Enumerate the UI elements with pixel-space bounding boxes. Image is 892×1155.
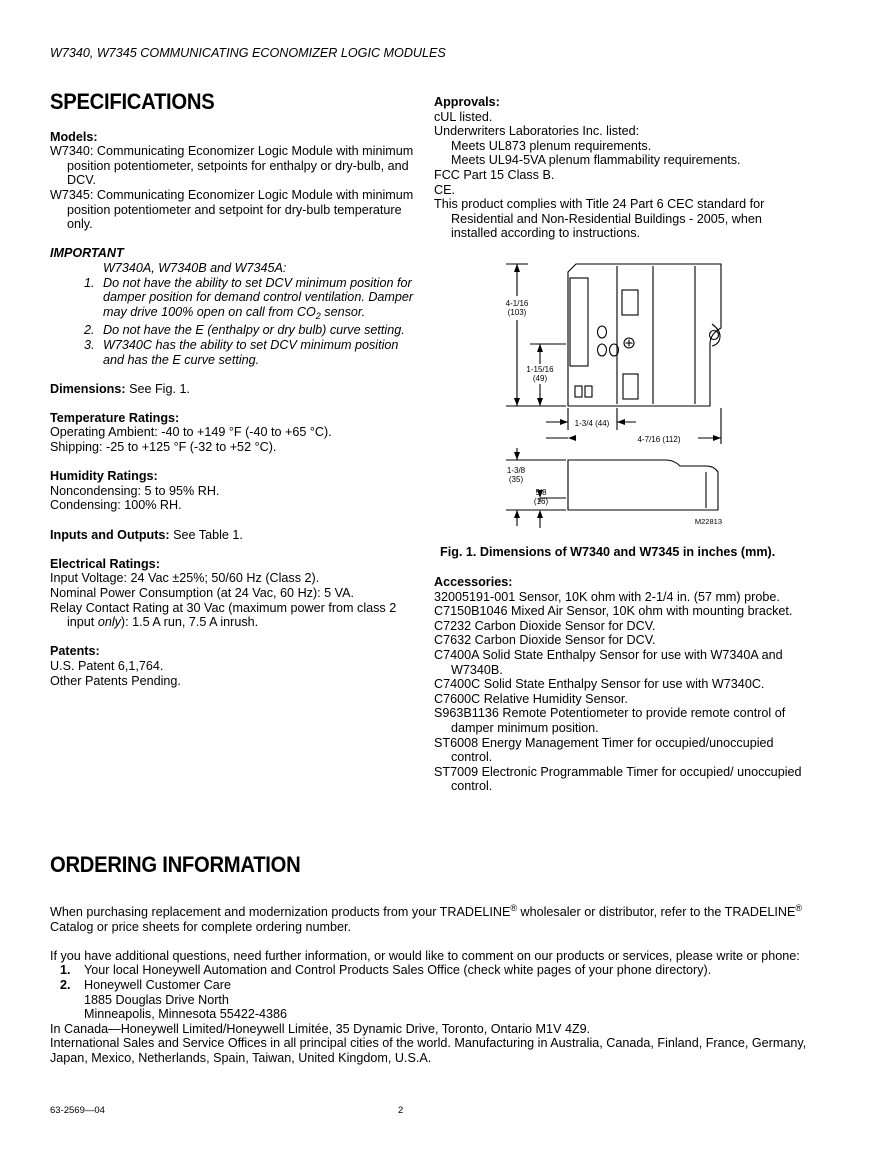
relay-text: ): 1.5 A run, 7.5 A inrush. bbox=[120, 615, 259, 630]
accessories-label: Accessories: bbox=[434, 575, 513, 589]
humidity-noncondensing: Noncondensing: 5 to 95% RH. bbox=[50, 483, 220, 498]
dim-lip: 5/8 bbox=[535, 488, 547, 497]
dimension-figure bbox=[496, 258, 736, 533]
label-window bbox=[622, 290, 638, 315]
item-number: 3. bbox=[84, 337, 95, 352]
dim-lip-mm: (16) bbox=[533, 497, 549, 506]
dim-overall-width: 4-7/16 (112) bbox=[637, 435, 681, 444]
io-text: See Table 1. bbox=[169, 527, 243, 542]
led-indicator bbox=[575, 386, 582, 397]
approval-line: Underwriters Laboratories Inc. listed: bbox=[434, 124, 640, 139]
approval-line: FCC Part 15 Class B. bbox=[434, 167, 555, 182]
registered-mark: ® bbox=[795, 903, 803, 913]
accessory-item: S963B1136 Remote Potentiometer to provide remote control of damper minimum position. bbox=[434, 706, 786, 735]
io-line bbox=[50, 528, 415, 543]
accessories-section bbox=[434, 575, 806, 794]
approval-ul-item: Meets UL94-5VA plenum flammability requirements. bbox=[451, 153, 741, 168]
item-text-part: sensor. bbox=[320, 304, 366, 319]
temperature-section bbox=[50, 411, 415, 455]
approval-title24: This product complies with Title 24 Part 6 CEC standard for Residential and Non-Residential Buildings - 2005, when installed according to instructions. bbox=[434, 197, 765, 241]
item-text: Do not have the E (enthalpy or dry bulb) curve setting. bbox=[103, 323, 405, 338]
dim-left-width: 1-3/4 (44) bbox=[574, 419, 610, 428]
dim-depth-mm: (35) bbox=[508, 475, 524, 484]
ordering-section bbox=[50, 901, 810, 1066]
ordering-text: Catalog or price sheets for complete ordering number. bbox=[50, 919, 352, 934]
contact-line: Minneapolis, Minnesota 55422-4386 bbox=[84, 1007, 288, 1022]
item-number: 2. bbox=[84, 323, 95, 338]
approvals-section bbox=[434, 95, 806, 241]
electrical-section bbox=[50, 557, 415, 630]
footer-page-number: 2 bbox=[398, 1105, 404, 1116]
patent-line: U.S. Patent 6,1,764. bbox=[50, 658, 164, 673]
contact-line: 1885 Douglas Drive North bbox=[84, 992, 229, 1007]
figure-caption: Fig. 1. Dimensions of W7340 and W7345 in inches (mm). bbox=[440, 545, 776, 559]
dim-mid-height-mm: (49) bbox=[532, 374, 548, 383]
temperature-shipping: Shipping: -25 to +125 °F (-32 to +52 °C). bbox=[50, 440, 277, 455]
running-header: W7340, W7345 COMMUNICATING ECONOMIZER LOGIC MODULES bbox=[50, 46, 446, 60]
models-label: Models: bbox=[50, 129, 98, 144]
list-item bbox=[81, 323, 415, 338]
list-item bbox=[50, 963, 810, 978]
led-indicator bbox=[585, 386, 592, 397]
ordering-paragraph-1 bbox=[50, 901, 810, 934]
registered-mark: ® bbox=[510, 903, 518, 913]
dimensions-text: See Fig. 1. bbox=[125, 381, 190, 396]
item-text bbox=[103, 276, 415, 324]
connector-block bbox=[623, 374, 638, 399]
dim-overall-height-mm: (103) bbox=[507, 308, 527, 317]
dimensions-label: Dimensions: bbox=[50, 381, 126, 396]
module-side-outline bbox=[568, 460, 718, 510]
item-number: 2. bbox=[60, 977, 71, 992]
important-label: IMPORTANT bbox=[50, 246, 124, 261]
subscript: 2 bbox=[315, 310, 321, 321]
patents-section bbox=[50, 644, 415, 688]
model-w7345: W7345: Communicating Economizer Logic Module with minimum position potentiometer and setpoint for dry-bulb temperature only. bbox=[50, 187, 414, 232]
terminal-strip bbox=[570, 278, 588, 366]
contact-line: Honeywell Customer Care bbox=[84, 977, 231, 992]
electrical-input-voltage: Input Voltage: 24 Vac ±25%; 50/60 Hz (Class 2). bbox=[50, 571, 320, 586]
accessory-item: 32005191-001 Sensor, 10K ohm with 2-1/4 in. (57 mm) probe. bbox=[434, 589, 780, 604]
dim-mid-height: 1-15/16 bbox=[526, 365, 554, 374]
item-text: W7340C has the ability to set DCV minimum position and has the E curve setting. bbox=[103, 337, 399, 367]
footer-doc-number: 63-2569—04 bbox=[50, 1105, 105, 1116]
temperature-label: Temperature Ratings: bbox=[50, 410, 180, 425]
humidity-section bbox=[50, 469, 415, 513]
humidity-condensing: Condensing: 100% RH. bbox=[50, 498, 182, 513]
right-column bbox=[434, 95, 806, 241]
ordering-paragraph-2: If you have additional questions, need further information, or would like to comment on our products or services, please write or phone: bbox=[50, 948, 800, 963]
contact-line: Your local Honeywell Automation and Control Products Sales Office (check white pages of your phone directory). bbox=[84, 963, 712, 978]
accessory-item: C7150B1046 Mixed Air Sensor, 10K ohm with mounting bracket. bbox=[434, 604, 793, 619]
module-front-outline bbox=[568, 264, 721, 406]
ordering-canada: In Canada—Honeywell Limited/Honeywell Limitée, 35 Dynamic Drive, Toronto, Ontario M1V 4Z9. bbox=[50, 1021, 591, 1036]
accessory-item: C7400C Solid State Enthalpy Sensor for use with W7340C. bbox=[434, 677, 765, 692]
dim-depth: 1-3/8 bbox=[506, 466, 526, 475]
approvals-label: Approvals: bbox=[434, 95, 500, 109]
electrical-power: Nominal Power Consumption (at 24 Vac, 60 Hz): 5 VA. bbox=[50, 586, 355, 600]
important-note bbox=[50, 246, 415, 367]
approval-line: cUL listed. bbox=[434, 109, 493, 124]
pot-indicator bbox=[598, 326, 607, 338]
io-label: Inputs and Outputs: bbox=[50, 527, 170, 542]
list-item bbox=[81, 276, 415, 324]
specifications-heading: SPECIFICATIONS bbox=[50, 89, 215, 114]
patent-line: Other Patents Pending. bbox=[50, 673, 181, 688]
dimensions-line bbox=[50, 382, 415, 397]
contact-block bbox=[84, 978, 287, 1022]
ordering-text: When purchasing replacement and modernization products from your TRADELINE bbox=[50, 905, 511, 919]
dim-overall-height: 4-1/16 bbox=[505, 299, 529, 308]
model-w7340: W7340: Communicating Economizer Logic Module with minimum position potentiometer, setpoints for enthalpy or dry-bulb, and DCV. bbox=[50, 144, 414, 188]
accessory-item: C7400A Solid State Enthalpy Sensor for use with W7340A and W7340B. bbox=[434, 647, 783, 677]
left-column bbox=[50, 89, 415, 688]
ordering-international: International Sales and Service Offices in all principal cities of the world. Manufacturing in Australia, Canada, Finland, France, Germany, Japan, Mexico, Netherlands, Spain, Taiwan, United Kingdom, U.S.A. bbox=[50, 1036, 807, 1065]
temperature-operating: Operating Ambient: -40 to +149 °F (-40 to +65 °C). bbox=[50, 425, 332, 440]
approval-ul-item: Meets UL873 plenum requirements. bbox=[451, 138, 652, 153]
humidity-label: Humidity Ratings: bbox=[50, 469, 158, 484]
electrical-relay bbox=[50, 601, 415, 630]
item-number: 1. bbox=[84, 275, 95, 290]
accessory-item: ST6008 Energy Management Timer for occupied/unoccupied control. bbox=[434, 735, 774, 765]
approval-line: CE. bbox=[434, 182, 455, 197]
accessory-item: ST7009 Electronic Programmable Timer for occupied/ unoccupied control. bbox=[434, 764, 802, 794]
important-list bbox=[50, 276, 415, 368]
list-item bbox=[50, 978, 810, 1022]
ordering-heading: ORDERING INFORMATION bbox=[50, 852, 301, 877]
models-section bbox=[50, 130, 415, 232]
accessory-item: C7632 Carbon Dioxide Sensor for DCV. bbox=[434, 633, 656, 648]
accessory-item: C7600C Relative Humidity Sensor. bbox=[434, 691, 628, 706]
list-item bbox=[81, 338, 415, 367]
patents-label: Patents: bbox=[50, 644, 100, 659]
item-number: 1. bbox=[60, 963, 71, 978]
accessory-item: C7232 Carbon Dioxide Sensor for DCV. bbox=[434, 618, 656, 633]
drawing-id: M22813 bbox=[694, 517, 722, 526]
mounting-hole bbox=[710, 331, 719, 340]
relay-text: Relay Contact Rating at 30 Vac (maximum power from class 2 input bbox=[50, 600, 397, 630]
ordering-contact-list bbox=[50, 963, 810, 1021]
pot-indicator bbox=[598, 344, 607, 356]
relay-emphasis: only bbox=[97, 615, 121, 630]
important-intro: W7340A, W7340B and W7345A: bbox=[103, 260, 287, 275]
ordering-text: wholesaler or distributor, refer to the TRADELINE bbox=[517, 905, 796, 919]
electrical-label: Electrical Ratings: bbox=[50, 556, 160, 571]
item-text-part: Do not have the ability to set DCV minimum position for damper position for demand control ventilation. Damper may drive 100% open on call from CO bbox=[103, 275, 414, 319]
